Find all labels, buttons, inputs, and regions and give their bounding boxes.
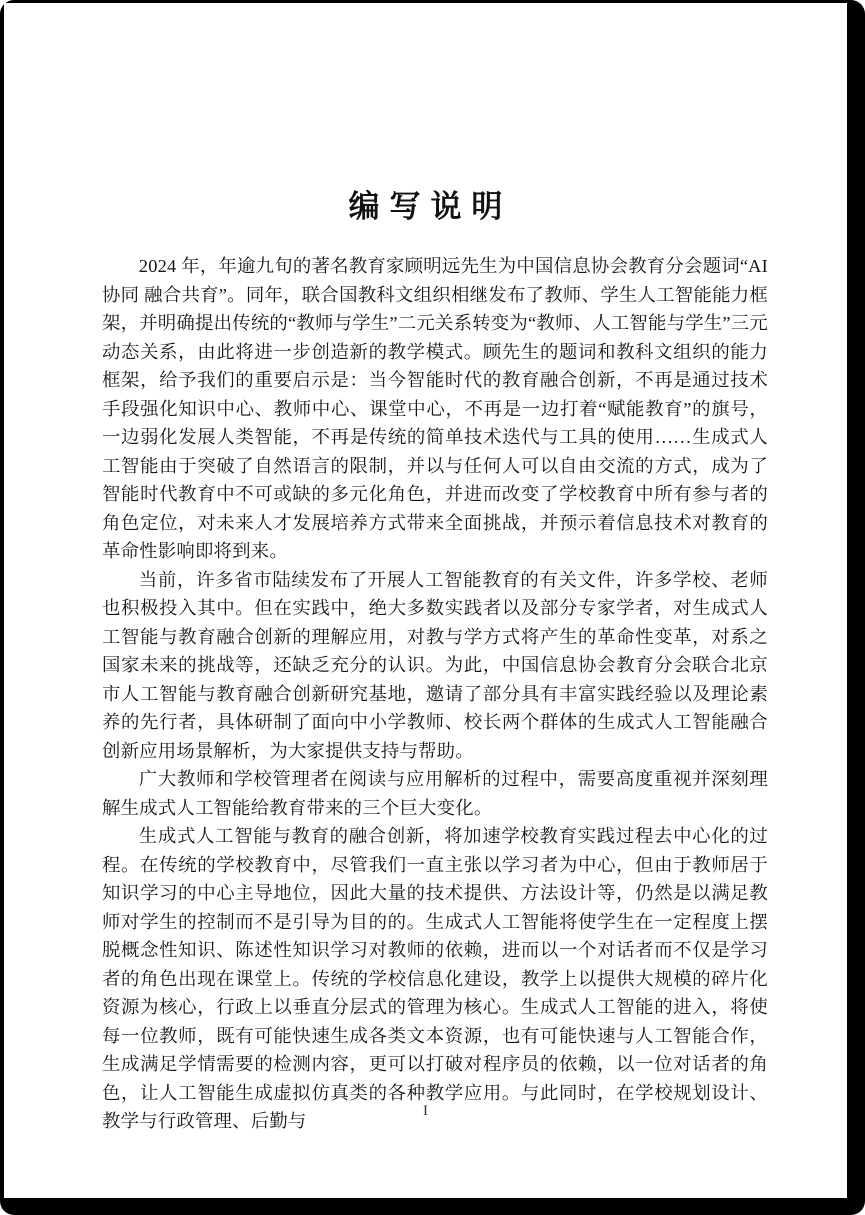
paragraph: 广大教师和学校管理者在阅读与应用解析的过程中，需要高度重视并深刻理解生成式人工智能给教育带来的三个巨大变化。 — [102, 769, 768, 818]
paragraph: 2024 年，年逾九旬的著名教育家顾明远先生为中国信息协会教育分会题词“AI协同 融合共育”。同年，联合国教科文组织相继发布了教师、学生人工智能能力框架，并明确提出传统的“教师与学生”二元关系转变为“教师、人工智能与学生”三元动态关系，由此将进一步创造新的教学模式。顾先生的题词和教科文组织的能力框架，给予我们的重要启示是：当今智能时代的教育融合创新，不再是通过技术手段强化知识中心、教师中心、课堂中心，不再是一边打着“赋能教育”的旗号，一边弱化发展人类智能，不再是传统的简单技术迭代与工具的使用……生成式人工智能由于突破了自然语言的限制，并以与任何人可以自由交流的方式，成为了智能时代教育中不可或缺的多元化角色，并进而改变了学校教育中所有参与者的角色定位，对未来人才发展培养方式带来全面挑战，并预示着信息技术对教育的革命性影响即将到来。 — [102, 256, 768, 561]
document-body — [102, 252, 768, 1136]
page-title: 编写说明 — [348, 189, 513, 224]
document-page — [4, 3, 847, 1198]
paragraph: 生成式人工智能与教育的融合创新，将加速学校教育实践过程去中心化的过程。在传统的学校教育中，尽管我们一直主张以学习者为中心，但由于教师居于知识学习的中心主导地位，因此大量的技术提供、方法设计等，仍然是以满足教师对学生的控制而不是引导为目的的。生成式人工智能将使学生在一定程度上摆脱概念性知识、陈述性知识学习对教师的依赖，进而以一个对话者而不仅是学习者的角色出现在课堂上。传统的学校信息化建设，教学上以提供大规模的碎片化资源为核心，行政上以垂直分层式的管理为核心。生成式人工智能的进入，将使每一位教师，既有可能快速生成各类文本资源，也有可能快速与人工智能合作，生成满足学情需要的检测内容，更可以打破对程序员的依赖，以一位对话者的角色，让人工智能生成虚拟仿真类的各种教学应用。与此同时，在学校规划设计、教学与行政管理、后勤与 — [102, 826, 768, 1131]
paragraph: 当前，许多省市陆续发布了开展人工智能教育的有关文件，许多学校、老师也积极投入其中。但在实践中，绝大多数实践者以及部分专家学者，对生成式人工智能与教育融合创新的理解应用，对教与学方式将产生的革命性变革，对系之国家未来的挑战等，还缺乏充分的认识。为此，中国信息协会教育分会联合北京市人工智能与教育融合创新研究基地，邀请了部分具有丰富实践经验以及理论素养的先行者，具体研制了面向中小学教师、校长两个群体的生成式人工智能融合创新应用场景解析，为大家提供支持与帮助。 — [102, 569, 768, 761]
page-number: I — [423, 1103, 428, 1119]
